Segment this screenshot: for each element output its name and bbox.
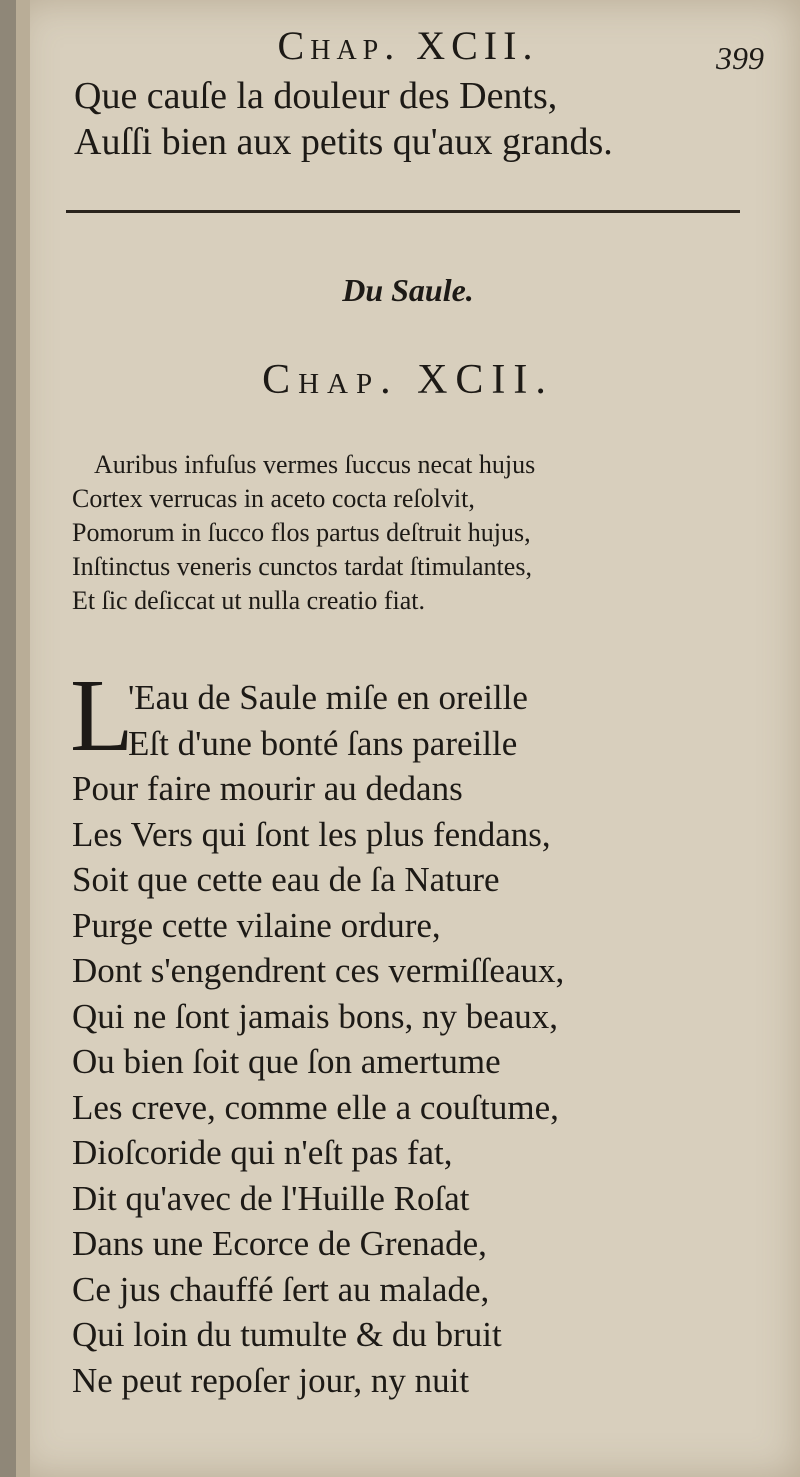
section-divider [66, 210, 740, 213]
page-number: 399 [716, 40, 764, 76]
latin-line: Pomorum in ſucco flos partus deſtruit hujus, [72, 518, 531, 547]
verse-line: Eſt d'une bonté ſans pareille [128, 723, 518, 763]
verse-line: Les Vers qui ſont les plus fendans, [72, 814, 551, 854]
verse-line: 'Eau de Saule miſe en oreille [128, 678, 528, 717]
verse-line: Ne peut repoſer jour, ny nuit [72, 1360, 470, 1400]
verse-line: Ce jus chauffé ſert au malade, [72, 1269, 490, 1309]
french-verse [72, 675, 772, 1403]
verse-line: Qui ne ſont jamais bons, ny beaux, [72, 996, 559, 1036]
chapter-title: Chap. XCII. [262, 357, 554, 403]
verse-line: Dans une Ecorce de Grenade, [72, 1224, 487, 1263]
section-title: Du Saule. [342, 272, 474, 308]
verse-line: Dioſcoride qui n'eſt pas fat, [72, 1133, 453, 1172]
head-line: Auſſi bien aux petits qu'aux grands. [74, 121, 613, 163]
verse-line: Dit qu'avec de l'Huille Roſat [72, 1178, 470, 1218]
latin-line: Cortex verrucas in aceto cocta reſolvit, [72, 484, 475, 513]
verse-line: Les creve, comme elle a couſtume, [72, 1087, 559, 1127]
verse-line: Qui loin du tumulte & du bruit [72, 1315, 502, 1354]
head-line: Que cauſe la douleur des Dents, [74, 75, 558, 117]
book-page [16, 0, 800, 1477]
running-head: Chap. XCII. [277, 23, 539, 68]
verse-line: Soit que cette eau de ſa Nature [72, 860, 500, 899]
page-gutter [16, 0, 30, 1477]
latin-line: Inſtinctus veneris cunctos tardat ſtimulantes, [72, 552, 532, 581]
verse-line: Dont s'engendrent ces vermiſſeaux, [72, 951, 565, 990]
verse-line: Ou bien ſoit que ſon amertume [72, 1042, 501, 1081]
latin-line: Et ſic deſiccat ut nulla creatio fiat. [72, 586, 426, 615]
latin-verse [72, 448, 772, 618]
drop-cap: L [70, 658, 134, 773]
latin-line: Auribus infuſus vermes ſuccus necat hujus [94, 450, 536, 479]
verse-line: Purge cette vilaine ordure, [72, 905, 441, 945]
verse-line: Pour faire mourir au dedans [72, 769, 463, 808]
